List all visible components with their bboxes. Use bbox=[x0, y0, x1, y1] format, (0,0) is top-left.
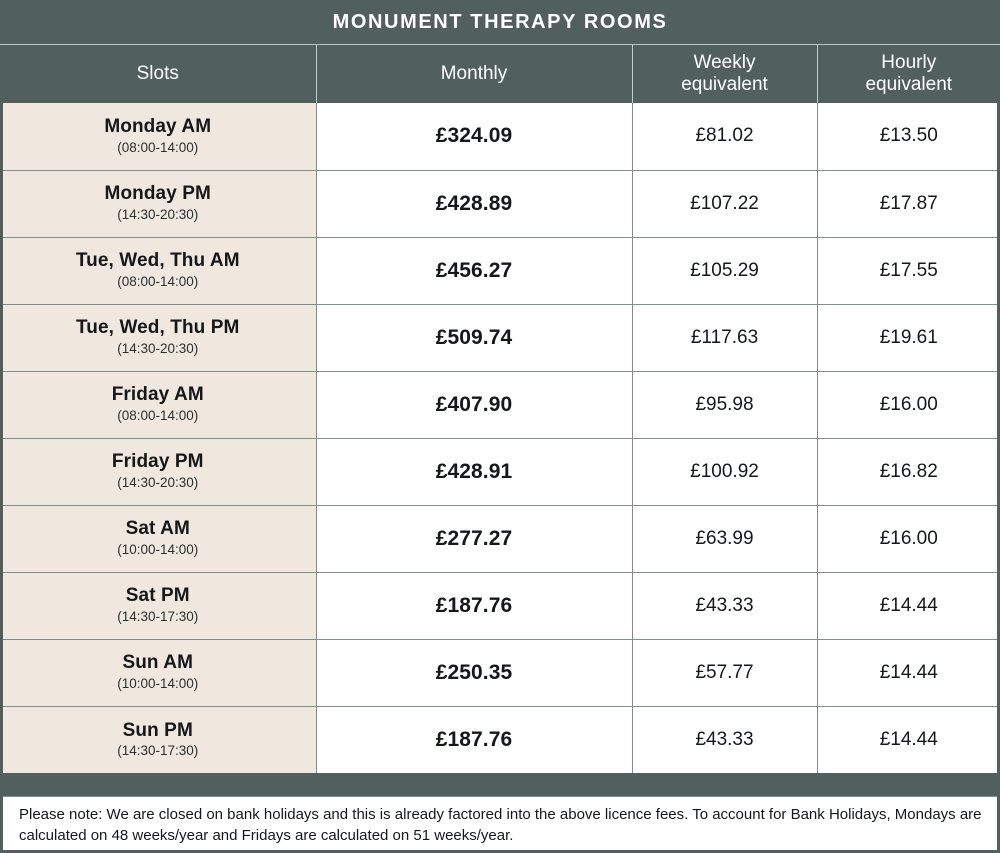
slot-cell bbox=[0, 438, 316, 505]
slot-cell bbox=[0, 304, 316, 371]
slot-time-range: (14:30-20:30) bbox=[117, 475, 199, 491]
weekly-price-cell: £117.63 bbox=[632, 304, 817, 371]
weekly-price-cell: £57.77 bbox=[632, 639, 817, 706]
weekly-price-cell: £95.98 bbox=[632, 371, 817, 438]
slot-cell bbox=[0, 170, 316, 237]
slot-name: Tue, Wed, Thu PM bbox=[76, 317, 240, 339]
monthly-price-cell: £277.27 bbox=[316, 505, 632, 572]
weekly-price-cell: £63.99 bbox=[632, 505, 817, 572]
weekly-price-cell: £43.33 bbox=[632, 706, 817, 773]
pricing-table bbox=[0, 45, 1000, 773]
slot-name: Sun AM bbox=[122, 652, 194, 674]
slot-cell bbox=[0, 706, 316, 773]
monthly-price-cell: £407.90 bbox=[316, 371, 632, 438]
monthly-price-cell: £509.74 bbox=[316, 304, 632, 371]
slot-time-range: (10:00-14:00) bbox=[117, 542, 199, 558]
table-row bbox=[0, 304, 1000, 371]
footer-note: Please note: We are closed on bank holidays and this is already factored into the above licence fees. To account for Bank Holidays, Mondays are calculated on 48 weeks/year and Fridays are calculated on 51 weeks/year. bbox=[3, 796, 997, 850]
weekly-price-cell: £43.33 bbox=[632, 572, 817, 639]
hourly-price-cell: £19.61 bbox=[817, 304, 1000, 371]
monthly-price-cell: £428.89 bbox=[316, 170, 632, 237]
table-row bbox=[0, 639, 1000, 706]
slot-cell bbox=[0, 237, 316, 304]
column-header-weekly-line1: Weekly bbox=[693, 51, 756, 73]
table-title-bar bbox=[0, 0, 1000, 45]
column-header-monthly: Monthly bbox=[316, 45, 632, 103]
weekly-price-cell: £107.22 bbox=[632, 170, 817, 237]
slot-name: Friday AM bbox=[111, 384, 204, 406]
table-row bbox=[0, 572, 1000, 639]
weekly-price-cell: £100.92 bbox=[632, 438, 817, 505]
hourly-price-cell: £14.44 bbox=[817, 639, 1000, 706]
monthly-price-cell: £187.76 bbox=[316, 706, 632, 773]
slot-time-range: (14:30-17:30) bbox=[117, 609, 199, 625]
slot-time-range: (08:00-14:00) bbox=[117, 139, 199, 155]
slot-cell bbox=[0, 371, 316, 438]
page-title: MONUMENT THERAPY ROOMS bbox=[332, 11, 668, 33]
slot-time-range: (08:00-14:00) bbox=[117, 408, 199, 424]
table-row bbox=[0, 371, 1000, 438]
header-row bbox=[0, 45, 1000, 103]
slot-name: Monday AM bbox=[104, 116, 212, 138]
slot-name: Friday PM bbox=[111, 451, 204, 473]
slot-cell bbox=[0, 572, 316, 639]
hourly-price-cell: £14.44 bbox=[817, 706, 1000, 773]
monthly-price-cell: £187.76 bbox=[316, 572, 632, 639]
table-row bbox=[0, 505, 1000, 572]
hourly-price-cell: £17.87 bbox=[817, 170, 1000, 237]
table-body bbox=[0, 103, 1000, 773]
slot-name: Sat AM bbox=[125, 518, 190, 540]
hourly-price-cell: £16.00 bbox=[817, 371, 1000, 438]
column-header-hourly-line2: equivalent bbox=[865, 74, 953, 95]
hourly-price-cell: £13.50 bbox=[817, 103, 1000, 170]
table-row bbox=[0, 438, 1000, 505]
column-header-weekly bbox=[632, 45, 817, 103]
slot-time-range: (14:30-20:30) bbox=[117, 207, 199, 223]
slot-name: Tue, Wed, Thu AM bbox=[75, 250, 240, 272]
slot-name: Sun PM bbox=[122, 719, 193, 741]
slot-time-range: (14:30-17:30) bbox=[117, 743, 199, 759]
monthly-price-cell: £428.91 bbox=[316, 438, 632, 505]
frame-left-edge bbox=[0, 45, 3, 853]
column-header-weekly-line2: equivalent bbox=[681, 74, 768, 95]
table-row bbox=[0, 170, 1000, 237]
slot-cell bbox=[0, 103, 316, 170]
slot-name: Monday PM bbox=[104, 183, 211, 205]
table-row bbox=[0, 706, 1000, 773]
hourly-price-cell: £17.55 bbox=[817, 237, 1000, 304]
column-header-slots: Slots bbox=[0, 45, 316, 103]
table-header bbox=[0, 45, 1000, 103]
hourly-price-cell: £16.82 bbox=[817, 438, 1000, 505]
slot-cell bbox=[0, 639, 316, 706]
column-header-hourly bbox=[817, 45, 1000, 103]
monthly-price-cell: £324.09 bbox=[316, 103, 632, 170]
slot-name: Sat PM bbox=[125, 585, 190, 607]
slot-time-range: (10:00-14:00) bbox=[117, 676, 199, 692]
slot-time-range: (14:30-20:30) bbox=[117, 341, 199, 357]
slot-time-range: (08:00-14:00) bbox=[117, 274, 199, 290]
monthly-price-cell: £456.27 bbox=[316, 237, 632, 304]
weekly-price-cell: £105.29 bbox=[632, 237, 817, 304]
hourly-price-cell: £14.44 bbox=[817, 572, 1000, 639]
hourly-price-cell: £16.00 bbox=[817, 505, 1000, 572]
slot-cell bbox=[0, 505, 316, 572]
weekly-price-cell: £81.02 bbox=[632, 103, 817, 170]
table-row bbox=[0, 237, 1000, 304]
monthly-price-cell: £250.35 bbox=[316, 639, 632, 706]
column-header-hourly-line1: Hourly bbox=[881, 51, 937, 73]
table-row bbox=[0, 103, 1000, 170]
